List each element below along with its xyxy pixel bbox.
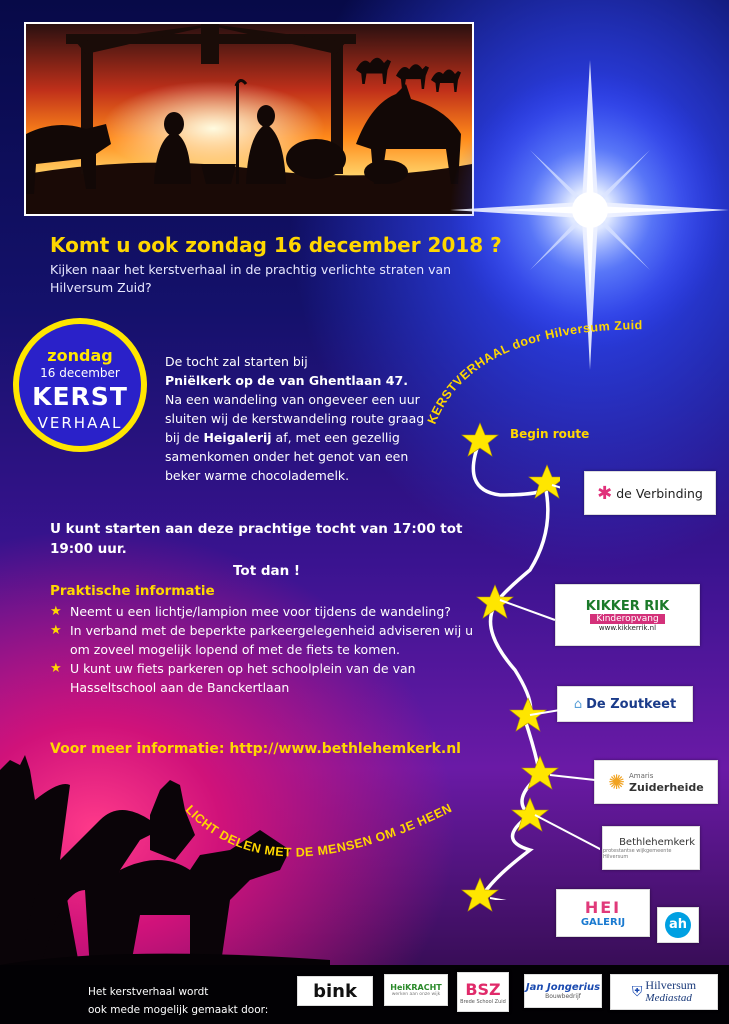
- badge-day: zondag: [47, 346, 113, 365]
- list-item: ★ U kunt uw fiets parkeren op het schoolplein van de van Hasseltschool aan de Banckertlaan: [50, 661, 416, 695]
- badge-verhaal: VERHAAL: [37, 414, 123, 432]
- arc-text-bottom: [165, 760, 545, 910]
- intro-text: [165, 352, 425, 485]
- logo-zuiderheide: ✺ Amaris Zuiderheide: [594, 760, 718, 804]
- sponsor-heikracht: HeiKRACHT werken aan onze wijk: [384, 974, 448, 1006]
- intro-p3: Na een wandeling van ongeveer een uur sluiten wij de kerstwandeling route graag bij de: [165, 392, 425, 445]
- star-bullet-icon: ★: [50, 661, 62, 676]
- begin-route-label: Begin route: [510, 427, 590, 441]
- arc-top-label: KERSTVERHAAL door Hilversum Zuid: [424, 318, 643, 427]
- sponsor-bsz: BSZ Brede School Zuid: [457, 972, 509, 1012]
- verbinding-mark-icon: ✱: [597, 482, 613, 504]
- nativity-image: [24, 22, 474, 216]
- intro-p5: af, met een gezellig samenkomen onder het genot van een beker warme chocolademelk.: [165, 430, 409, 483]
- more-info-link[interactable]: Voor meer informatie: http://www.bethlehemkerk.nl: [50, 741, 461, 757]
- star-bullet-icon: ★: [50, 604, 62, 619]
- practical-list: [50, 602, 480, 697]
- start-times: U kunt starten aan deze prachtige tocht van 17:00 tot 19:00 uur.: [50, 521, 463, 557]
- arc-bottom-label: LICHT DELEN MET DE MENSEN OM JE HEEN: [182, 800, 455, 860]
- logo-kikker-rik: KIKKER RIK Kinderopvang www.kikkerrik.nl: [555, 584, 700, 646]
- star-bullet-icon: ★: [50, 623, 62, 638]
- list-item: ★ In verband met de beperkte parkeergelegenheid adviseren wij u om zoveel mogelijk lopend of met de fiets te komen.: [50, 623, 474, 657]
- albert-heijn-icon: ah: [665, 912, 691, 938]
- zoutkeet-house-icon: ⌂: [573, 696, 583, 712]
- arc-text-top: [395, 290, 695, 440]
- logo-ah: [657, 907, 699, 943]
- sponsor-bink: bink: [297, 976, 373, 1006]
- badge-date: 16 december: [40, 366, 120, 380]
- sun-icon: ✺: [608, 770, 626, 794]
- badge-kerst: KERST: [32, 382, 128, 411]
- logo-de-verbinding: ✱ de Verbinding: [584, 471, 716, 515]
- intro-heigalerij: Heigalerij: [203, 430, 272, 445]
- logo-bethlehemkerk: Bethlehemkerk protestantse wijkgemeente Hilversum: [602, 826, 700, 870]
- sponsor-hilversum: ⛨ Hilversum Mediastad: [610, 974, 718, 1010]
- svg-text:KERSTVERHAAL door Hilversum Zu: [425, 318, 643, 426]
- subheadline: Kijken naar het kerstverhaal in de prachtig verlichte straten van Hilversum Zuid?: [50, 262, 452, 295]
- intro-p1: De tocht zal starten bij: [165, 354, 308, 369]
- headline: Komt u ook zondag 16 december 2018 ?: [50, 233, 502, 257]
- footer-text: Het kerstverhaal wordt ook mede mogelijk gemaakt door:: [88, 986, 269, 1016]
- sponsor-jan-jongerius: Jan Jongerius Bouwbedrijf: [524, 974, 602, 1008]
- tot-dan: Tot dan !: [233, 563, 301, 579]
- hilversum-crest-icon: ⛨: [631, 984, 643, 1000]
- route-star-icon: [462, 423, 498, 456]
- svg-text:LICHT DELEN MET DE MENSEN OM J: [183, 801, 454, 860]
- logo-heigalerij: HEI GALERIJ: [556, 889, 650, 937]
- practical-title: Praktische informatie: [50, 583, 215, 599]
- logo-de-zoutkeet: ⌂ De Zoutkeet: [557, 686, 693, 722]
- list-item: ★ Neemt u een lichtje/lampion mee voor tijdens de wandeling?: [50, 604, 451, 619]
- nativity-scene: [26, 24, 472, 214]
- date-badge: [19, 324, 141, 446]
- intro-address: Pniëlkerk op de van Ghentlaan 47.: [165, 373, 408, 388]
